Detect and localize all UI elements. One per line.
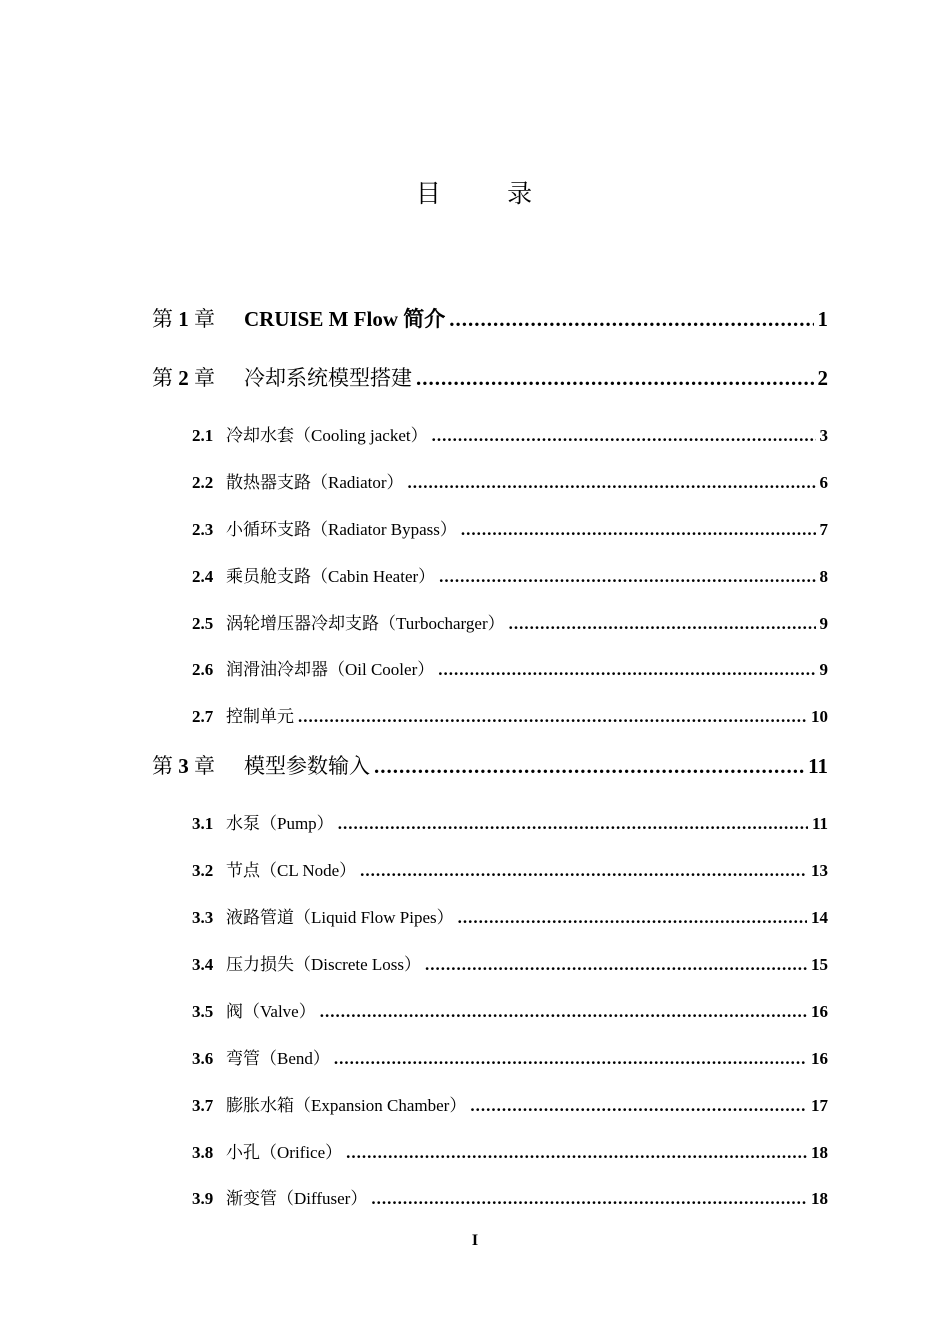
dot-leader <box>346 1143 807 1163</box>
section-number: 3.3 <box>192 908 214 927</box>
page-number: 16 <box>811 1049 828 1068</box>
page-number: 3 <box>819 426 828 445</box>
dot-leader <box>408 473 816 493</box>
toc-section-3-7[interactable] <box>192 1091 828 1116</box>
dot-leader <box>461 520 816 540</box>
entry-label: 乘员舱支路（Cabin Heater） <box>226 567 436 586</box>
entry-label: 膨胀水箱（Expansion Chamber） <box>226 1096 467 1115</box>
dot-leader <box>320 1002 807 1022</box>
toc-section-3-4[interactable] <box>192 950 828 975</box>
dot-leader <box>438 660 815 680</box>
toc-section-2-2[interactable] <box>192 468 828 493</box>
section-number: 2.5 <box>192 614 214 633</box>
toc-section-2-6[interactable] <box>192 655 828 680</box>
page-number: 15 <box>811 955 828 974</box>
entry-label: 冷却水套（Cooling jacket） <box>226 426 428 445</box>
entry-label: 液路管道（Liquid Flow Pipes） <box>226 908 454 927</box>
chapter-prefix: 第 1 章 <box>152 307 215 331</box>
section-number: 3.1 <box>192 814 214 833</box>
toc-chapter-1[interactable] <box>152 303 828 333</box>
entry-label: 小孔（Orifice） <box>226 1143 343 1162</box>
dot-leader <box>416 366 814 391</box>
page-number: 14 <box>811 908 828 927</box>
page-number: 8 <box>819 567 828 586</box>
section-number: 2.1 <box>192 426 214 445</box>
page-number: 16 <box>811 1002 828 1021</box>
toc-chapter-3[interactable] <box>152 750 828 780</box>
dot-leader <box>425 955 807 975</box>
section-number: 2.4 <box>192 567 214 586</box>
dot-leader <box>371 1189 807 1209</box>
footer-page-number: I <box>471 1232 479 1249</box>
section-number: 3.2 <box>192 861 214 880</box>
page-number: 18 <box>811 1143 828 1162</box>
page-number: 7 <box>819 520 828 539</box>
page-number: 6 <box>819 473 828 492</box>
dot-leader <box>334 1049 807 1069</box>
dot-leader <box>374 754 804 779</box>
chapter-prefix: 第 2 章 <box>152 366 215 390</box>
toc-section-3-2[interactable] <box>192 856 828 881</box>
toc-section-3-8[interactable] <box>192 1138 828 1163</box>
entry-label: 冷却系统模型搭建 <box>244 366 412 390</box>
entry-label: 阀（Valve） <box>226 1002 316 1021</box>
dot-leader <box>449 307 813 332</box>
entry-label: 控制单元 <box>226 707 294 726</box>
toc-section-3-5[interactable] <box>192 997 828 1022</box>
page-number: 13 <box>811 861 828 880</box>
page-number: 9 <box>819 660 828 679</box>
entry-label: 散热器支路（Radiator） <box>226 473 404 492</box>
entry-label: CRUISE M Flow 简介 <box>244 307 446 331</box>
page-number: 11 <box>808 754 828 778</box>
page-number: 2 <box>817 366 828 390</box>
toc-section-2-7[interactable] <box>192 702 828 727</box>
toc-section-3-6[interactable] <box>192 1044 828 1069</box>
dot-leader <box>439 567 815 587</box>
dot-leader <box>458 908 807 928</box>
entry-label: 水泵（Pump） <box>226 814 334 833</box>
section-number: 2.7 <box>192 707 214 726</box>
dot-leader <box>360 861 807 881</box>
dot-leader <box>432 426 816 446</box>
section-number: 3.6 <box>192 1049 214 1068</box>
toc-section-2-4[interactable] <box>192 562 828 587</box>
toc-section-2-5[interactable] <box>192 609 828 634</box>
section-number: 2.3 <box>192 520 214 539</box>
entry-label: 弯管（Bend） <box>226 1049 330 1068</box>
page-title: 目 录 <box>415 181 563 208</box>
entry-label: 压力损失（Discrete Loss） <box>226 955 422 974</box>
page-number: 17 <box>811 1096 828 1115</box>
entry-label: 渐变管（Diffuser） <box>226 1189 368 1208</box>
toc-section-3-9[interactable] <box>192 1184 828 1209</box>
section-number: 3.8 <box>192 1143 214 1162</box>
dot-leader <box>470 1096 807 1116</box>
section-number: 3.5 <box>192 1002 214 1021</box>
entry-label: 涡轮增压器冷却支路（Turbocharger） <box>226 614 505 633</box>
page-number: 10 <box>811 707 828 726</box>
section-number: 3.9 <box>192 1189 214 1208</box>
toc-section-3-1[interactable] <box>192 809 828 834</box>
dot-leader <box>509 614 816 634</box>
toc-section-3-3[interactable] <box>192 903 828 928</box>
section-number: 2.6 <box>192 660 214 679</box>
section-number: 3.7 <box>192 1096 214 1115</box>
section-number: 3.4 <box>192 955 214 974</box>
entry-label: 小循环支路（Radiator Bypass） <box>226 520 457 539</box>
chapter-prefix: 第 3 章 <box>152 754 215 778</box>
toc-chapter-2[interactable] <box>152 362 828 392</box>
section-number: 2.2 <box>192 473 214 492</box>
entry-label: 润滑油冷却器（Oil Cooler） <box>226 660 435 679</box>
page-number: 11 <box>811 814 828 833</box>
toc-section-2-3[interactable] <box>192 515 828 540</box>
entry-label: 节点（CL Node） <box>226 861 357 880</box>
dot-leader <box>298 707 807 727</box>
toc-section-2-1[interactable] <box>192 421 828 446</box>
page-number: 18 <box>811 1189 828 1208</box>
page-number: 9 <box>819 614 828 633</box>
dot-leader <box>338 814 808 834</box>
entry-label: 模型参数输入 <box>244 754 370 778</box>
page-number: 1 <box>817 307 828 331</box>
